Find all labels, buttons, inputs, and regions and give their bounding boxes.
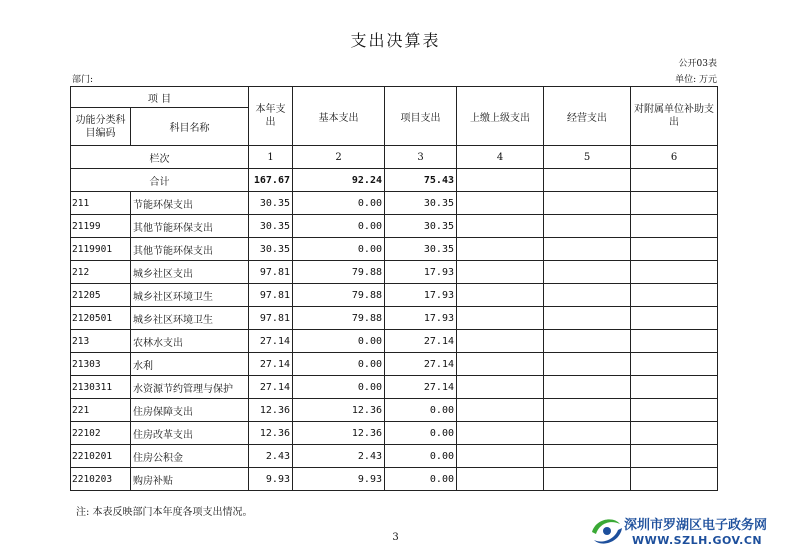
func-code-cell: 2119901 (71, 238, 131, 261)
func-code-cell: 2130311 (71, 376, 131, 399)
business-cell (544, 284, 631, 307)
table-row (71, 238, 718, 261)
annual-cell: 97.81 (249, 284, 293, 307)
remit-cell (457, 215, 544, 238)
subsidy-cell (631, 238, 718, 261)
business-cell (544, 422, 631, 445)
remit-cell (457, 445, 544, 468)
annual-cell: 30.35 (249, 215, 293, 238)
project-cell: 27.14 (385, 376, 457, 399)
empty-cell (631, 169, 718, 192)
index-col: 6 (631, 146, 718, 169)
annual-cell: 30.35 (249, 238, 293, 261)
watermark-cn: 深圳市罗湖区电子政务网 (624, 518, 768, 533)
annual-cell: 2.43 (249, 445, 293, 468)
header-item: 项 目 (71, 87, 249, 108)
func-code-cell: 2120501 (71, 307, 131, 330)
subject-name-cell: 城乡社区环境卫生 (131, 307, 249, 330)
business-cell (544, 468, 631, 491)
business-cell (544, 261, 631, 284)
subsidy-cell (631, 261, 718, 284)
annual-cell: 27.14 (249, 376, 293, 399)
basic-cell: 79.88 (293, 284, 385, 307)
project-cell: 0.00 (385, 422, 457, 445)
table-row (71, 399, 718, 422)
total-basic: 92.24 (293, 169, 385, 192)
func-code-cell: 211 (71, 192, 131, 215)
business-cell (544, 307, 631, 330)
header-basic: 基本支出 (293, 87, 385, 146)
remit-cell (457, 330, 544, 353)
project-cell: 30.35 (385, 192, 457, 215)
header-remit: 上缴上级支出 (457, 87, 544, 146)
annual-cell: 12.36 (249, 399, 293, 422)
basic-cell: 0.00 (293, 192, 385, 215)
table-row (71, 376, 718, 399)
empty-cell (544, 169, 631, 192)
remit-cell (457, 307, 544, 330)
table-row (71, 330, 718, 353)
project-cell: 17.93 (385, 284, 457, 307)
index-col: 1 (249, 146, 293, 169)
project-cell: 0.00 (385, 468, 457, 491)
header-subject-name: 科目名称 (131, 108, 249, 146)
remit-cell (457, 353, 544, 376)
total-row (71, 169, 718, 192)
func-code-cell: 21303 (71, 353, 131, 376)
project-cell: 30.35 (385, 238, 457, 261)
site-watermark (588, 510, 788, 554)
basic-cell: 2.43 (293, 445, 385, 468)
remit-cell (457, 422, 544, 445)
annual-cell: 9.93 (249, 468, 293, 491)
empty-cell (457, 169, 544, 192)
remit-cell (457, 261, 544, 284)
remit-cell (457, 376, 544, 399)
project-cell: 27.14 (385, 330, 457, 353)
subsidy-cell (631, 399, 718, 422)
project-cell: 17.93 (385, 307, 457, 330)
header-project: 项目支出 (385, 87, 457, 146)
table-row (71, 192, 718, 215)
annual-cell: 97.81 (249, 261, 293, 284)
subsidy-cell (631, 445, 718, 468)
project-cell: 0.00 (385, 399, 457, 422)
subsidy-cell (631, 192, 718, 215)
subsidy-cell (631, 215, 718, 238)
basic-cell: 79.88 (293, 307, 385, 330)
subject-name-cell: 其他节能环保支出 (131, 238, 249, 261)
subject-name-cell: 住房公积金 (131, 445, 249, 468)
subject-name-cell: 水资源节约管理与保护 (131, 376, 249, 399)
subject-name-cell: 城乡社区支出 (131, 261, 249, 284)
basic-cell: 0.00 (293, 330, 385, 353)
basic-cell: 12.36 (293, 399, 385, 422)
subject-name-cell: 节能环保支出 (131, 192, 249, 215)
func-code-cell: 22102 (71, 422, 131, 445)
total-annual: 167.67 (249, 169, 293, 192)
basic-cell: 79.88 (293, 261, 385, 284)
business-cell (544, 399, 631, 422)
business-cell (544, 238, 631, 261)
index-col: 3 (385, 146, 457, 169)
func-code-cell: 213 (71, 330, 131, 353)
project-cell: 17.93 (385, 261, 457, 284)
subject-name-cell: 住房改革支出 (131, 422, 249, 445)
table-row (71, 215, 718, 238)
subject-name-cell: 水利 (131, 353, 249, 376)
unit-label: 单位: 万元 (675, 75, 717, 85)
remit-cell (457, 284, 544, 307)
header-business: 经营支出 (544, 87, 631, 146)
form-code: 公开03表 (678, 59, 717, 69)
business-cell (544, 215, 631, 238)
business-cell (544, 330, 631, 353)
annual-cell: 27.14 (249, 353, 293, 376)
table-row (71, 307, 718, 330)
index-col: 2 (293, 146, 385, 169)
annual-cell: 30.35 (249, 192, 293, 215)
watermark-en: WWW.SZLH.GOV.CN (632, 534, 763, 547)
site-logo-icon (588, 512, 626, 550)
header-func-code: 功能分类科目编码 (71, 108, 131, 146)
index-col: 4 (457, 146, 544, 169)
table-row (71, 284, 718, 307)
func-code-cell: 21199 (71, 215, 131, 238)
table-row (71, 353, 718, 376)
project-cell: 30.35 (385, 215, 457, 238)
annual-cell: 12.36 (249, 422, 293, 445)
remit-cell (457, 192, 544, 215)
page-number: 3 (392, 532, 399, 543)
basic-cell: 0.00 (293, 238, 385, 261)
func-code-cell: 2210203 (71, 468, 131, 491)
business-cell (544, 353, 631, 376)
subject-name-cell: 住房保障支出 (131, 399, 249, 422)
func-code-cell: 21205 (71, 284, 131, 307)
table-body (71, 192, 718, 491)
subject-name-cell: 购房补贴 (131, 468, 249, 491)
basic-cell: 12.36 (293, 422, 385, 445)
header-subsidy: 对附属单位补助支出 (631, 87, 718, 146)
total-label: 合计 (71, 169, 249, 192)
remit-cell (457, 238, 544, 261)
page-title: 支出决算表 (350, 31, 441, 50)
total-project: 75.43 (385, 169, 457, 192)
subsidy-cell (631, 284, 718, 307)
index-col: 5 (544, 146, 631, 169)
basic-cell: 9.93 (293, 468, 385, 491)
basic-cell: 0.00 (293, 215, 385, 238)
table-row (71, 468, 718, 491)
basic-cell: 0.00 (293, 376, 385, 399)
project-cell: 27.14 (385, 353, 457, 376)
subsidy-cell (631, 468, 718, 491)
business-cell (544, 445, 631, 468)
subject-name-cell: 城乡社区环境卫生 (131, 284, 249, 307)
subsidy-cell (631, 330, 718, 353)
func-code-cell: 212 (71, 261, 131, 284)
subsidy-cell (631, 376, 718, 399)
subsidy-cell (631, 422, 718, 445)
subject-name-cell: 农林水支出 (131, 330, 249, 353)
func-code-cell: 221 (71, 399, 131, 422)
business-cell (544, 192, 631, 215)
department-label: 部门: (72, 75, 94, 85)
annual-cell: 27.14 (249, 330, 293, 353)
expenditure-table (70, 86, 718, 491)
func-code-cell: 2210201 (71, 445, 131, 468)
index-label: 栏次 (71, 146, 249, 169)
subject-name-cell: 其他节能环保支出 (131, 215, 249, 238)
project-cell: 0.00 (385, 445, 457, 468)
table-row (71, 422, 718, 445)
table-row (71, 261, 718, 284)
footnote: 注: 本表反映部门本年度各项支出情况。 (76, 507, 253, 518)
index-row (71, 146, 718, 169)
remit-cell (457, 399, 544, 422)
table-row (71, 445, 718, 468)
subsidy-cell (631, 307, 718, 330)
basic-cell: 0.00 (293, 353, 385, 376)
subsidy-cell (631, 353, 718, 376)
business-cell (544, 376, 631, 399)
header-row-item (71, 87, 718, 108)
annual-cell: 97.81 (249, 307, 293, 330)
remit-cell (457, 468, 544, 491)
header-annual: 本年支出 (249, 87, 293, 146)
